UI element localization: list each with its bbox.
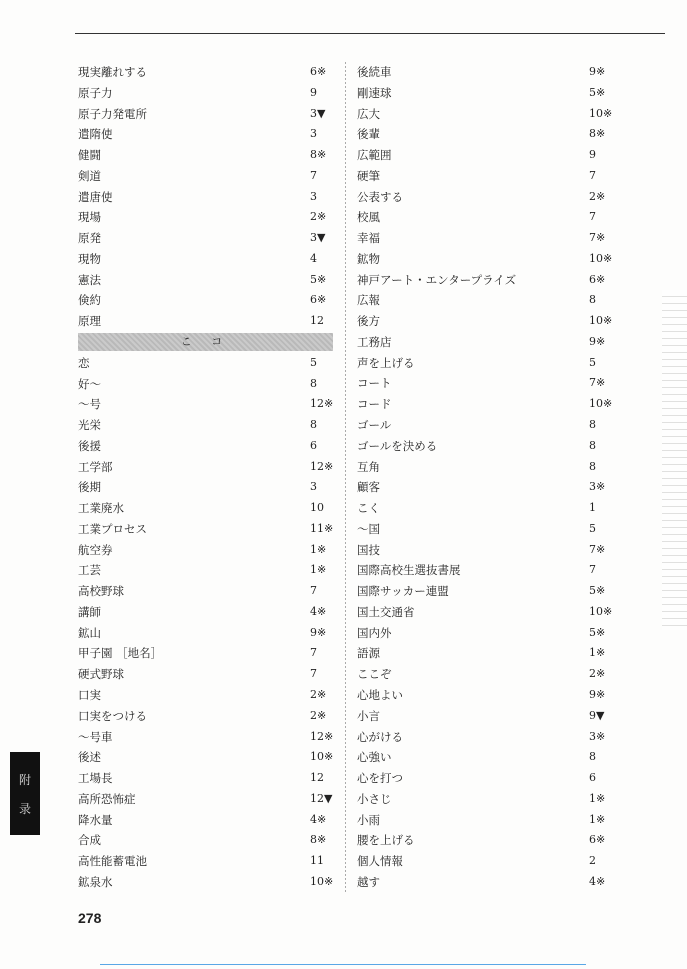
entry-term: 後続車	[357, 65, 392, 79]
entry-lesson-number: 12▼	[310, 791, 333, 805]
entry-term: 心がける	[357, 729, 403, 744]
entry-lesson-number: 11※	[310, 521, 334, 535]
entry-lesson-number: 10※	[589, 397, 613, 411]
side-tab-char: 附	[18, 772, 31, 787]
entry-lesson-number: 1※	[310, 542, 327, 556]
index-entry	[357, 664, 612, 685]
index-entry	[78, 602, 333, 623]
index-entry	[78, 83, 333, 104]
index-entry	[78, 394, 333, 415]
entry-lesson-number: 5	[310, 355, 317, 369]
entry-lesson-number: 2	[589, 854, 596, 868]
index-entry	[357, 124, 612, 145]
entry-lesson-number: 8※	[589, 127, 606, 141]
index-entry	[357, 249, 612, 270]
entry-lesson-number: 7	[310, 667, 317, 681]
entry-lesson-number: 5※	[589, 584, 606, 598]
entry-lesson-number: 2※	[310, 210, 327, 224]
entry-lesson-number: 6※	[310, 293, 327, 307]
side-tab-char: 录	[18, 801, 31, 816]
entry-term: 遣唐使	[78, 189, 113, 204]
entry-lesson-number: 9※	[310, 625, 327, 639]
entry-lesson-number: 6	[589, 771, 596, 785]
entry-lesson-number: 12	[310, 771, 324, 785]
entry-term: 硬筆	[357, 168, 380, 183]
entry-lesson-number: 4※	[310, 604, 327, 618]
entry-lesson-number: 9	[310, 85, 317, 99]
entry-lesson-number: 3▼	[310, 106, 326, 120]
index-entry	[357, 373, 612, 394]
entry-lesson-number: 9※	[589, 334, 606, 348]
index-entry	[78, 727, 333, 748]
index-entry	[78, 228, 333, 249]
entry-lesson-number: 6	[310, 438, 317, 452]
index-entry	[78, 685, 333, 706]
index-entry	[357, 187, 612, 208]
index-entry	[357, 477, 612, 498]
entry-lesson-number: 2※	[589, 189, 606, 203]
page-number: 278	[78, 910, 102, 926]
index-entry	[357, 311, 612, 332]
entry-term: 〜国	[357, 521, 380, 536]
index-entry	[78, 768, 333, 789]
index-entry	[357, 394, 612, 415]
entry-lesson-number: 10※	[589, 251, 613, 265]
entry-term: 工業廃水	[78, 501, 124, 516]
entry-term: 航空券	[78, 542, 113, 557]
entry-lesson-number: 8※	[310, 833, 327, 847]
entry-term: 個人情報	[357, 854, 403, 869]
entry-lesson-number: 10※	[589, 314, 613, 328]
index-entry	[357, 166, 612, 187]
index-entry	[357, 270, 612, 291]
entry-term: 鉱泉水	[78, 874, 113, 889]
entry-term: 心強い	[357, 750, 392, 765]
entry-term: 鉱物	[357, 251, 380, 266]
index-entry	[78, 519, 333, 540]
entry-term: 剛速球	[357, 85, 392, 100]
entry-lesson-number: 6※	[589, 272, 606, 286]
entry-lesson-number: 8	[310, 376, 317, 390]
entry-term: 口実	[78, 687, 101, 702]
entry-term: 互角	[357, 459, 380, 474]
entry-lesson-number: 1※	[310, 563, 327, 577]
index-entry	[78, 353, 333, 374]
entry-term: 心地よい	[357, 687, 403, 702]
entry-lesson-number: 1※	[589, 791, 606, 805]
entry-lesson-number: 6※	[310, 65, 327, 78]
index-entry	[357, 643, 612, 664]
entry-lesson-number: 5	[589, 355, 596, 369]
index-entry	[357, 706, 612, 727]
entry-term: 工場長	[78, 771, 113, 786]
index-entry	[78, 104, 333, 125]
entry-lesson-number: 12※	[310, 459, 334, 473]
index-entry	[357, 581, 612, 602]
index-entry	[357, 540, 612, 561]
index-entry	[78, 124, 333, 145]
entry-lesson-number: 8	[589, 459, 596, 473]
appendix-side-tab	[10, 752, 40, 835]
entry-term: 憲法	[78, 272, 101, 287]
entry-term: 好〜	[78, 376, 101, 391]
entry-lesson-number: 10※	[589, 106, 613, 120]
entry-term: 工学部	[78, 459, 113, 474]
entry-term: 顧客	[357, 480, 380, 495]
right-column	[357, 62, 612, 893]
index-entry	[78, 706, 333, 727]
entry-term: 心を打つ	[357, 771, 403, 786]
index-entry	[78, 415, 333, 436]
entry-term: 鉱山	[78, 625, 101, 640]
entry-term: ゴールを決める	[357, 438, 438, 453]
entry-term: 現実離れする	[78, 65, 147, 79]
entry-lesson-number: 12※	[310, 397, 334, 411]
entry-term: 後輩	[357, 127, 380, 142]
index-entry	[357, 519, 612, 540]
entry-term: 広範囲	[357, 148, 392, 163]
entry-term: 高所恐怖症	[78, 791, 136, 806]
index-entry	[78, 643, 333, 664]
entry-lesson-number: 5※	[589, 625, 606, 639]
index-entry	[78, 457, 333, 478]
index-entry	[357, 872, 612, 893]
entry-term: 原子力発電所	[78, 106, 147, 121]
index-entry	[357, 623, 612, 644]
index-entry	[78, 290, 333, 311]
entry-term: 口実をつける	[78, 708, 147, 723]
entry-term: 光栄	[78, 418, 101, 433]
entry-term: 原子力	[78, 85, 113, 100]
entry-term: 国際高校生選抜書展	[357, 563, 461, 578]
entry-lesson-number: 3▼	[310, 231, 326, 245]
entry-lesson-number: 3	[310, 189, 317, 203]
entry-term: コート	[357, 376, 392, 391]
entry-term: 広大	[357, 106, 380, 121]
index-entry	[357, 290, 612, 311]
index-entry	[78, 166, 333, 187]
entry-lesson-number: 2※	[589, 667, 606, 681]
entry-term: 幸福	[357, 231, 380, 246]
entry-lesson-number: 7	[310, 584, 317, 598]
bottom-blue-line	[100, 964, 586, 965]
entry-lesson-number: 7	[589, 210, 596, 224]
index-entry	[78, 830, 333, 851]
index-entry	[357, 602, 612, 623]
entry-term: コード	[357, 397, 392, 412]
entry-lesson-number: 7	[589, 168, 596, 182]
entry-term: 国際サッカー連盟	[357, 584, 449, 599]
entry-term: 公表する	[357, 189, 403, 204]
index-entry	[357, 207, 612, 228]
entry-lesson-number: 4※	[310, 812, 327, 826]
entry-lesson-number: 7※	[589, 542, 606, 556]
index-entry	[78, 810, 333, 831]
entry-lesson-number: 8	[589, 750, 596, 764]
index-entry	[357, 830, 612, 851]
index-entry	[78, 187, 333, 208]
index-entry	[357, 727, 612, 748]
index-entry	[78, 270, 333, 291]
entry-term: 小言	[357, 708, 380, 723]
entry-lesson-number: 7	[310, 168, 317, 182]
index-entry	[357, 747, 612, 768]
entry-term: 健闘	[78, 148, 101, 163]
entry-lesson-number: 10※	[310, 750, 334, 764]
index-entry	[357, 789, 612, 810]
entry-term: 国内外	[357, 625, 392, 640]
index-entry	[357, 457, 612, 478]
entry-term: 国土交通省	[357, 604, 415, 619]
entry-term: 腰を上げる	[357, 833, 415, 848]
entry-term: 工業プロセス	[78, 521, 147, 536]
entry-lesson-number: 5※	[589, 85, 606, 99]
index-entry	[357, 228, 612, 249]
entry-lesson-number: 6※	[589, 833, 606, 847]
entry-lesson-number: 7※	[589, 231, 606, 245]
entry-term: 原発	[78, 231, 101, 246]
entry-lesson-number: 8	[589, 438, 596, 452]
index-entry	[357, 851, 612, 872]
entry-term: 降水量	[78, 812, 113, 827]
entry-lesson-number: 4※	[589, 874, 606, 888]
entry-term: 講師	[78, 604, 101, 619]
entry-term: 神戸アート・エンタープライズ	[357, 272, 517, 287]
index-entry	[357, 560, 612, 581]
entry-lesson-number: 5	[589, 521, 596, 535]
entry-term: 小さじ	[357, 791, 392, 806]
entry-term: 校風	[357, 210, 380, 225]
index-entry	[78, 498, 333, 519]
entry-lesson-number: 8	[310, 418, 317, 432]
entry-term: 後述	[78, 750, 101, 765]
section-header: こ コ	[78, 333, 333, 351]
index-entry	[357, 353, 612, 374]
entry-term: 遣隋使	[78, 127, 113, 142]
index-entry	[78, 623, 333, 644]
entry-lesson-number: 3※	[589, 480, 606, 494]
entry-term: 後期	[78, 480, 101, 495]
entry-lesson-number: 3	[310, 480, 317, 494]
index-entry	[357, 810, 612, 831]
index-entry	[78, 851, 333, 872]
entry-term: 合成	[78, 833, 101, 848]
entry-term: 後方	[357, 314, 380, 329]
entry-term: 〜号	[78, 397, 101, 412]
entry-term: こく	[357, 501, 380, 516]
entry-lesson-number: 11	[310, 854, 324, 868]
entry-lesson-number: 12	[310, 314, 324, 328]
index-entry	[78, 872, 333, 893]
entry-term: 高性能蓄電池	[78, 854, 147, 869]
entry-term: 語源	[357, 646, 380, 661]
entry-lesson-number: 9▼	[589, 708, 605, 722]
entry-term: ゴール	[357, 418, 392, 433]
entry-term: 広報	[357, 293, 380, 308]
index-entry	[357, 62, 612, 83]
index-entry	[357, 104, 612, 125]
entry-lesson-number: 1※	[589, 812, 606, 826]
entry-term: 工芸	[78, 563, 101, 578]
entry-lesson-number: 2※	[310, 687, 327, 701]
entry-lesson-number: 8	[589, 418, 596, 432]
index-entry	[78, 664, 333, 685]
entry-lesson-number: 12※	[310, 729, 334, 743]
index-entry	[78, 62, 333, 83]
entry-term: 硬式野球	[78, 667, 124, 682]
entry-lesson-number: 1	[589, 501, 596, 515]
entry-term: 現場	[78, 210, 101, 225]
entry-term: 声を上げる	[357, 355, 415, 370]
index-entry	[357, 685, 612, 706]
entry-term: 恋	[78, 355, 90, 370]
entry-term: 越す	[357, 874, 380, 889]
index-entry	[78, 374, 333, 395]
index-entry	[78, 560, 333, 581]
index-entry	[78, 311, 333, 332]
entry-term: 後援	[78, 438, 101, 453]
index-entry	[78, 747, 333, 768]
scan-edge-artifact	[662, 290, 687, 630]
entry-lesson-number: 7	[589, 563, 596, 577]
entry-term: 国技	[357, 542, 380, 557]
entry-lesson-number: 9※	[589, 65, 606, 78]
index-entry	[78, 540, 333, 561]
index-entry	[357, 332, 612, 353]
entry-lesson-number: 8※	[310, 148, 327, 162]
index-entry	[357, 436, 612, 457]
entry-lesson-number: 10	[310, 501, 324, 515]
entry-lesson-number: 9※	[589, 687, 606, 701]
entry-lesson-number: 2※	[310, 708, 327, 722]
index-entry	[357, 498, 612, 519]
entry-term: 現物	[78, 251, 101, 266]
entry-lesson-number: 10※	[589, 604, 613, 618]
entry-lesson-number: 10※	[310, 874, 334, 888]
entry-term: 工務店	[357, 334, 392, 349]
entry-term: 剣道	[78, 168, 101, 183]
entry-term: ここぞ	[357, 667, 392, 682]
index-entry	[78, 477, 333, 498]
entry-term: 〜号車	[78, 729, 113, 744]
index-entry	[78, 145, 333, 166]
column-divider	[345, 62, 346, 892]
entry-term: 原理	[78, 314, 101, 329]
index-entry	[357, 415, 612, 436]
index-entry	[78, 789, 333, 810]
entry-term: 甲子園 ［地名］	[78, 646, 163, 661]
entry-lesson-number: 3※	[589, 729, 606, 743]
index-entry	[78, 581, 333, 602]
index-entry	[78, 436, 333, 457]
entry-lesson-number: 1※	[589, 646, 606, 660]
index-entry	[78, 249, 333, 270]
index-entry	[357, 768, 612, 789]
index-entry	[357, 83, 612, 104]
entry-lesson-number: 4	[310, 251, 317, 265]
entry-lesson-number: 3	[310, 127, 317, 141]
top-rule	[75, 33, 665, 34]
index-entry	[357, 145, 612, 166]
entry-lesson-number: 5※	[310, 272, 327, 286]
left-column	[78, 62, 333, 893]
entry-term: 小雨	[357, 812, 380, 827]
entry-lesson-number: 7※	[589, 376, 606, 390]
index-entry	[78, 207, 333, 228]
entry-lesson-number: 7	[310, 646, 317, 660]
entry-term: 倹約	[78, 293, 101, 308]
entry-lesson-number: 9	[589, 148, 596, 162]
entry-lesson-number: 8	[589, 293, 596, 307]
entry-term: 高校野球	[78, 584, 124, 599]
